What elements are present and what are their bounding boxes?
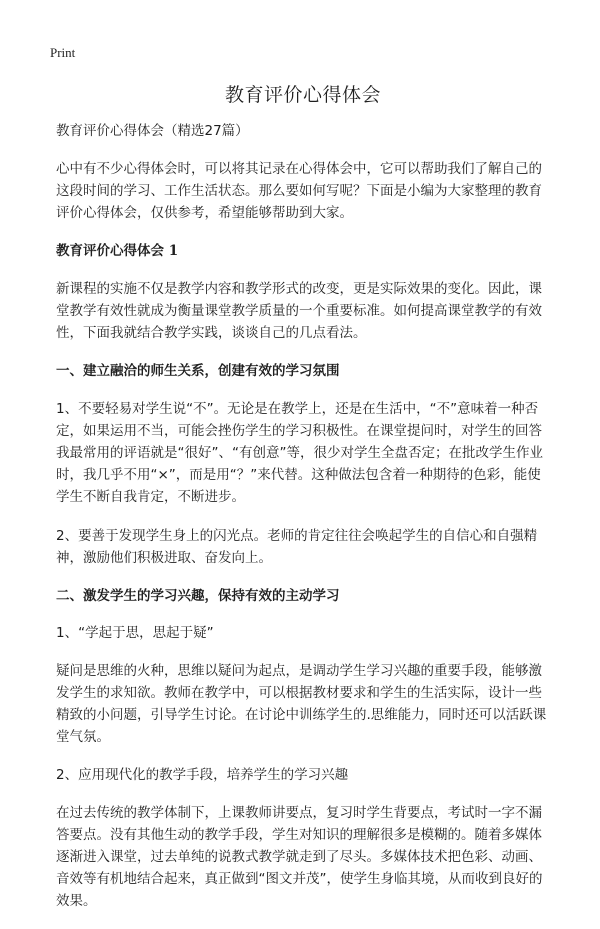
heading-1-paragraph-1: 1、不要轻易对学生说“不”。无论是在教学上，还是在生活中，“不”意味着一种否定，如果运用不当，可能会挫伤学生的学习积极性。在课堂提问时，对学生的回答我最常用的评语就是“很好”、“有创意”等，很少对学生全盘否定；在批改学生作业时，我几乎不用“×”，而是用“？”来代替。这种做法包含着一种期待的色彩，能使学生不断自我肯定，不断进步。 bbox=[56, 401, 543, 505]
heading-2-subhead-2: 2、应用现代化的教学手段，培养学生的学习兴趣 bbox=[56, 767, 349, 783]
subtitle: 教育评价心得体会（精选27篇） bbox=[56, 123, 249, 139]
intro-paragraph: 心中有不少心得体会时，可以将其记录在心得体会中，它可以帮助我们了解自己的这段时间的学习、工作生活状态。那么要如何写呢？下面是小编为大家整理的教育评价心得体会，仅供参考，希望能够帮助到大家。 bbox=[56, 161, 542, 221]
section-1-title: 教育评价心得体会 1 bbox=[56, 243, 179, 259]
heading-1: 一、建立融洽的师生关系，创建有效的学习氛围 bbox=[56, 363, 340, 379]
document-body bbox=[56, 80, 550, 929]
page-title: 教育评价心得体会 bbox=[224, 84, 381, 106]
heading-2-paragraph-2: 在过去传统的教学体制下，上课教师讲要点，复习时学生背要点，考试时一字不漏答要点。没有其他生动的教学手段，学生对知识的理解很多是模糊的。随着多媒体逐渐进入课堂，过去单纯的说教式教学就走到了尽头。多媒体技术把色彩、动画、音效等有机地结合起来，真正做到“图文并茂”，使学生身临其境，从而收到良好的效果。 bbox=[56, 805, 543, 909]
heading-2-paragraph-1: 疑问是思维的火种，思维以疑问为起点，是调动学生学习兴趣的重要手段，能够激发学生的求知欲。教师在教学中，可以根据教材要求和学生的生活实际，设计一些精致的小问题，引导学生讨论。在讨论中训练学生的.思维能力，同时还可以活跃课堂气氛。 bbox=[56, 663, 547, 745]
heading-2-subhead-1: 1、“学起于思，思起于疑” bbox=[56, 625, 214, 641]
heading-2: 二、激发学生的学习兴趣，保持有效的主动学习 bbox=[56, 588, 340, 604]
print-link[interactable]: Print bbox=[50, 45, 76, 60]
section-1-paragraph: 新课程的实施不仅是教学内容和教学形式的改变，更是实际效果的变化。因此，课堂教学有效性就成为衡量课堂教学质量的一个重要标准。如何提高课堂教学的有效性，下面我就结合教学实践，谈谈自己的几点看法。 bbox=[56, 281, 542, 341]
heading-1-paragraph-2: 2、要善于发现学生身上的闪光点。老师的肯定往往会唤起学生的自信心和自强精神，激励他们积极进取、奋发向上。 bbox=[56, 528, 538, 566]
